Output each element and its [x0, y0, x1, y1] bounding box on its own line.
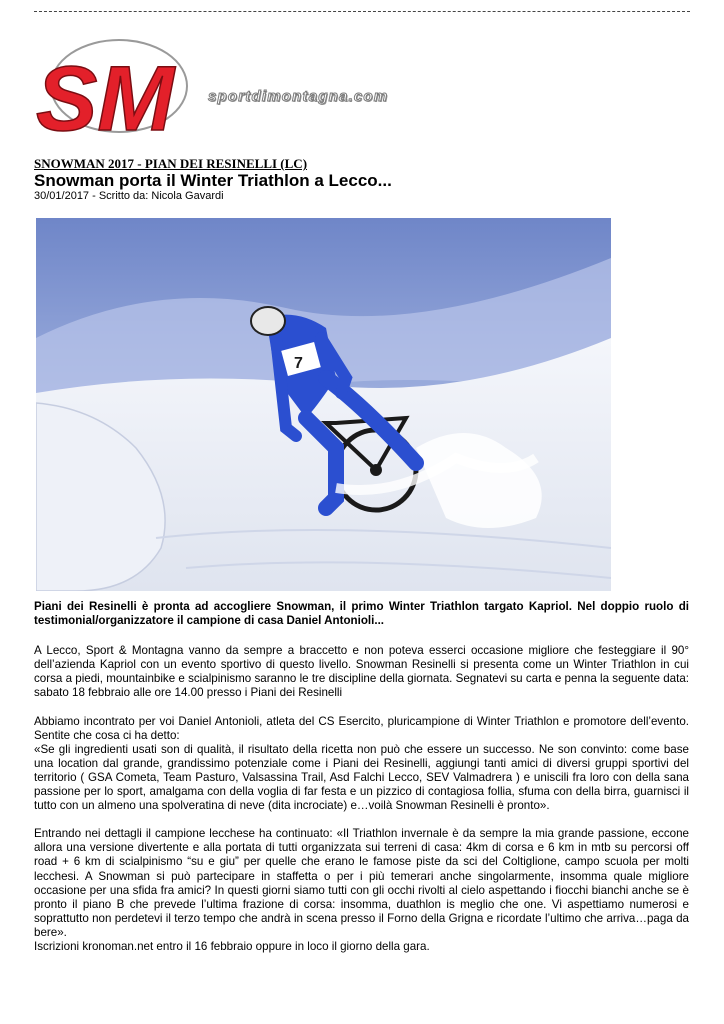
section-title[interactable]: SNOWMAN 2017 - PIAN DEI RESINELLI (LC): [34, 156, 308, 171]
paragraph-4: Iscrizioni kronoman.net entro il 16 febbraio oppure in loco il giorno della gara.: [34, 939, 430, 953]
paragraph-2-intro: Abbiamo incontrato per voi Daniel Antonioli, atleta del CS Esercito, pluricampione di Winter Triathlon e promotore dell’evento. Sentite che cosa ci ha detto:: [34, 714, 689, 742]
article-meta: 30/01/2017 - Scritto da: Nicola Gavardi: [34, 190, 224, 202]
article-lead: Piani dei Resinelli è pronta ad accogliere Snowman, il primo Winter Triathlon targato Kapriol. Nel doppio ruolo di testimonial/organizzatore il campione di casa Daniel Antonioli...: [34, 600, 689, 628]
article-photo: [36, 218, 611, 591]
top-dashed-rule: [34, 11, 690, 12]
paragraph-3: Entrando nei dettagli il campione lecchese ha continuato: «Il Triathlon invernale è da sempre la mia grande passione, eccone allora una versione divertente e alla portata di tutti organizzata sui terreni di casa: 4km di corsa e 6 km in mtb su percorsi off road + 6 km di scialpinismo “su e giu” per quelle che erano le famose piste da sci del Coltiglione, campo scuola per molti lecchesi. A Snowman si può partecipare in staffetta o per i più temerari anche singolarmente, insomma quale migliore occasione per una sfida fra amici? In questi giorni siamo tutti con gli occhi rivolti al cielo aspettando i fiocchi bianchi anche se è pronto il piano B che prevede l’ultima frazione di corsa: insomma, duathlon is meglio che one. Vi aspettiamo numerosi e soprattutto non perdetevi il terzo tempo che andrà in scena presso il Forno della Grigna e ricordate l’ultimo che arriva…paga da bere».: [34, 827, 689, 939]
bib-number: 7: [294, 355, 303, 372]
logo-s-letter: SM: [36, 48, 174, 142]
logo-text: sportdimontagna.com: [208, 88, 389, 105]
paragraph-1: A Lecco, Sport & Montagna vanno da sempre a braccetto e non poteva esserci occasione migliore che festeggiare il 90° dell’azienda Kapriol con un evento sportivo di questo livello. Snowman Resinelli si presenta come un Winter Triathlon in cui corsa a piedi, mountainbike e scialpinismo saranno le tre discipline della giornata. Segnatevi su carta e penna la seguente data: sabato 18 febbraio alle ore 14.00 presso i Piani dei Resinelli: [34, 644, 689, 700]
paragraph-2-quote: «Se gli ingredienti usati son di qualità, il risultato della ricetta non può che essere un successo. Ne son convinto: come base una location dal grande, grandissimo potenziale come i Piani dei Resinelli, aggiungi tanti amici di diversi gruppi sportivi del territorio ( GSA Cometa, Team Pasturo, Valsassina Trail, Asd Falchi Lecco, SEV Valmadrera ) e uniscili fra loro con della sana passione per lo sport, amalgama con della voglia di far festa e un pizzico di contagiosa follia, sfuma con della birra, guarnisci il tutto con un almeno una spolveratina di neve (dita incrociate) e…voilà Snowman Resinelli è pronto».: [34, 742, 689, 813]
article-body: [34, 600, 689, 968]
article-title: Snowman porta il Winter Triathlon a Lecco...: [34, 171, 392, 190]
